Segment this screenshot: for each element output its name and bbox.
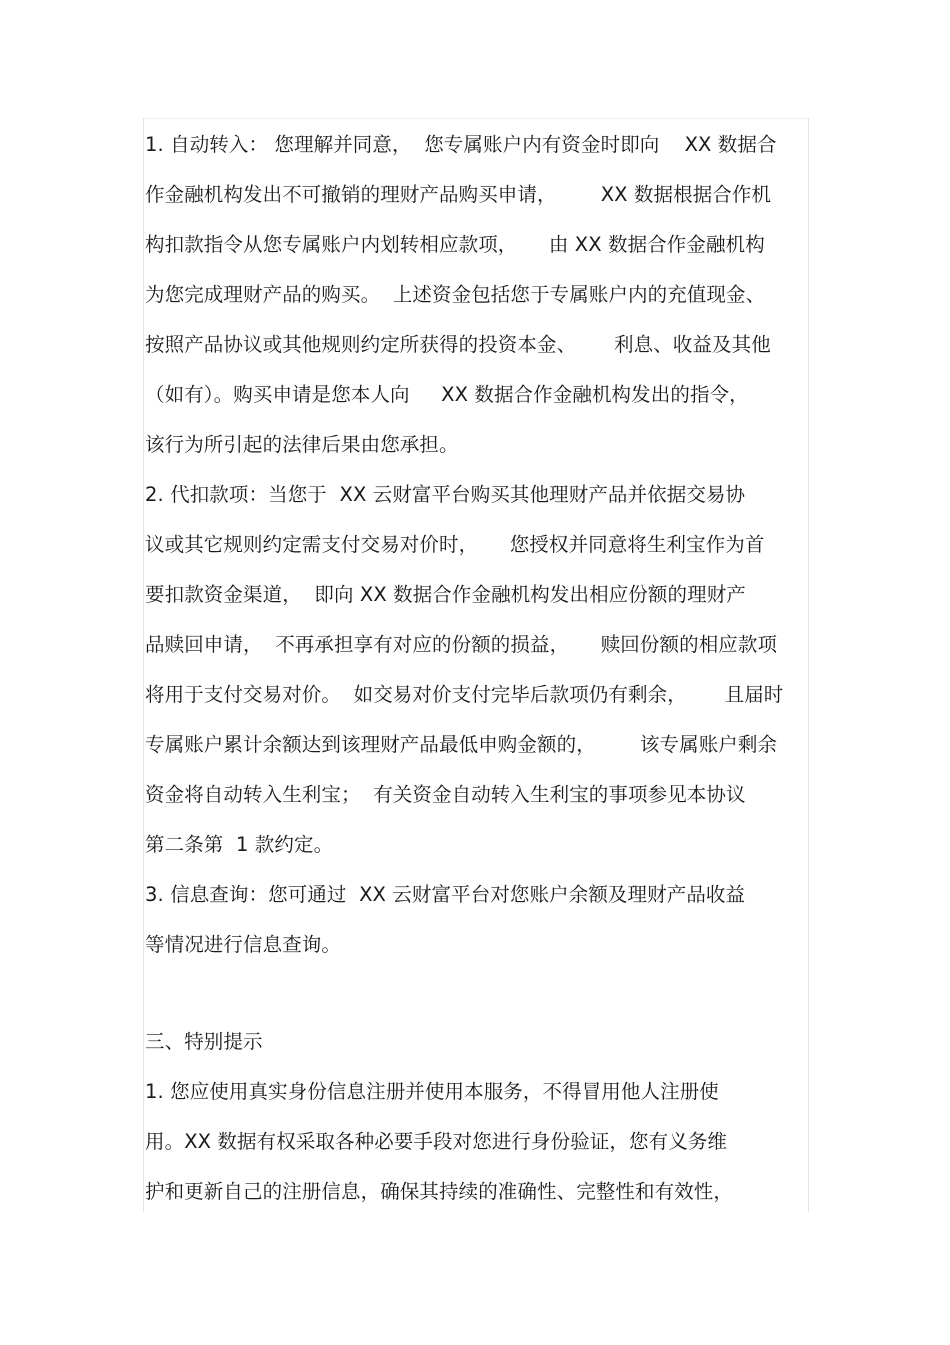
text-line: 为您完成理财产品的购买。 上述资金包括您于专属账户内的充值现金、	[145, 283, 766, 306]
text-line: 3. 信息查询：您可通过 XX 云财富平台对您账户余额及理财产品收益	[145, 883, 746, 906]
text-line: 按照产品协议或其他规则约定所获得的投资本金、 利息、收益及其他	[145, 333, 771, 356]
text-line: 用。XX 数据有权采取各种必要手段对您进行身份验证，您有义务维	[145, 1130, 728, 1153]
text-line: 等情况进行信息查询。	[145, 933, 342, 956]
text-line: 1. 自动转入： 您理解并同意， 您专属账户内有资金时即向 XX 数据合	[145, 133, 777, 156]
text-line: 该行为所引起的法律后果由您承担。	[145, 433, 459, 456]
text-line: 1. 您应使用真实身份信息注册并使用本服务，不得冒用他人注册使	[145, 1080, 719, 1103]
text-line: 第二条第 1 款约定。	[145, 833, 334, 856]
text-line: 专属账户累计余额达到该理财产品最低申购金额的， 该专属账户剩余	[145, 733, 778, 756]
text-line: 作金融机构发出不可撤销的理财产品购买申请， XX 数据根据合作机	[145, 183, 772, 206]
text-line: （如有）。购买申请是您本人向 XX 数据合作金融机构发出的指令，	[145, 383, 749, 406]
text-line: 2. 代扣款项：当您于 XX 云财富平台购买其他理财产品并依据交易协	[145, 483, 746, 506]
text-line: 构扣款指令从您专属账户内划转相应款项， 由 XX 数据合作金融机构	[145, 233, 765, 256]
text-line: 护和更新自己的注册信息，确保其持续的准确性、完整性和有效性，	[145, 1180, 734, 1203]
section-heading: 三、特别提示	[145, 1030, 263, 1053]
text-line: 要扣款资金渠道， 即向 XX 数据合作金融机构发出相应份额的理财产	[145, 583, 746, 606]
text-line: 品赎回申请， 不再承担享有对应的份额的损益， 赎回份额的相应款项	[145, 633, 778, 656]
text-line: 议或其它规则约定需支付交易对价时， 您授权并同意将生利宝作为首	[145, 533, 765, 556]
text-line: 资金将自动转入生利宝； 有关资金自动转入生利宝的事项参见本协议	[145, 783, 746, 806]
text-line: 将用于支付交易对价。 如交易对价支付完毕后款项仍有剩余， 且届时	[145, 683, 784, 706]
